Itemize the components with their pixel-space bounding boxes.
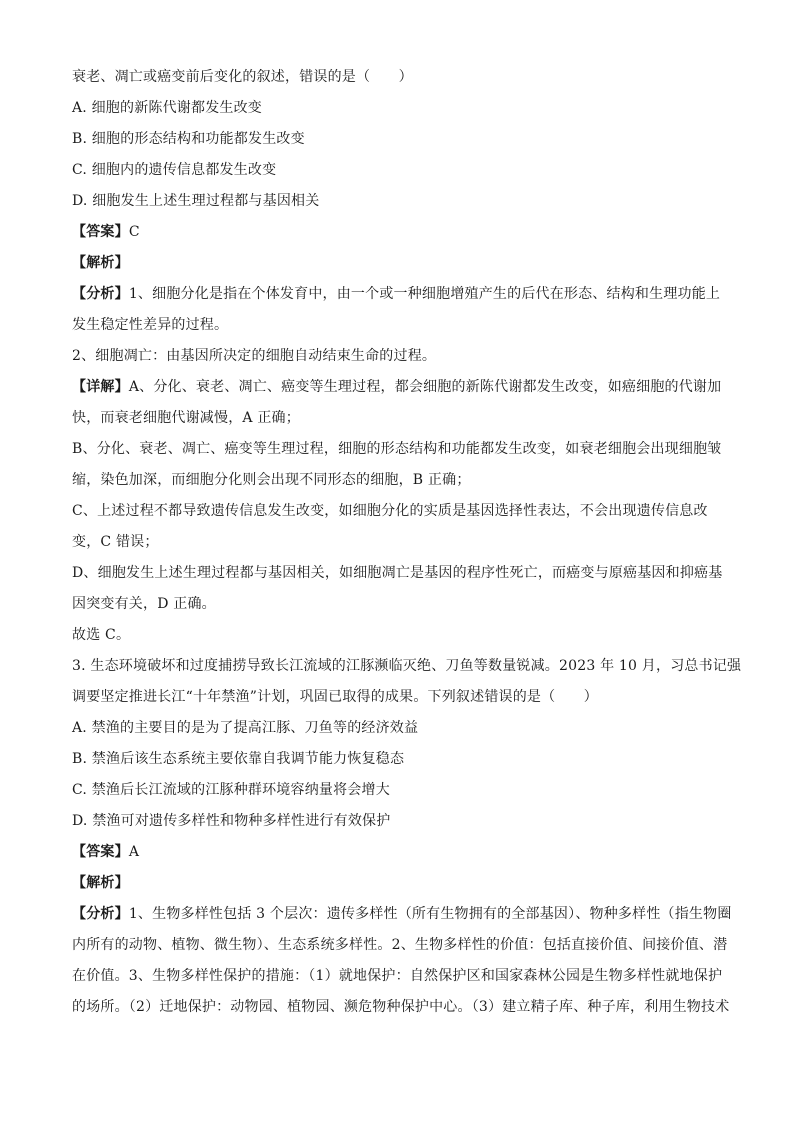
q2-xiangjie-b1: B、分化、衰老、凋亡、癌变等生理过程，细胞的形态结构和功能都发生改变，如衰老细胞会出现细胞皱: [72, 441, 722, 457]
q3-answer-value: A: [128, 844, 140, 860]
q2-stem-tail: 衰老、凋亡或癌变前后变化的叙述，错误的是（ ）: [72, 69, 413, 85]
document-page: [72, 62, 742, 1023]
q3-option-b: B. 禁渔后该生态系统主要依靠自我调节能力恢复稳态: [72, 751, 405, 767]
q3-option-d: D. 禁渔可对遗传多样性和物种多样性进行有效保护: [72, 813, 391, 829]
q2-option-c: C. 细胞内的遗传信息都发生改变: [72, 162, 277, 178]
q2-xiangjie-b2: 缩，染色加深，而细胞分化则会出现不同形态的细胞，B 正确；: [72, 472, 471, 488]
q2-conclusion: 故选 C。: [72, 627, 131, 643]
q2-xiangjie-tag: 【详解】: [72, 379, 129, 395]
q2-option-d: D. 细胞发生上述生理过程都与基因相关: [72, 193, 320, 209]
q3-stem-line2: 调要坚定推进长江“十年禁渔”计划，巩固已取得的成果。下列叙述错误的是（ ）: [72, 689, 598, 705]
q2-answer-line: [72, 217, 722, 248]
q2-analysis-heading: 【解析】: [72, 255, 129, 271]
q3-fenxi-line2: 内所有的动物、植物、微生物）、生态系统多样性。2、生物多样性的价值：包括直接价值、间接价值、潜: [72, 937, 728, 953]
q2-xiangjie-c1: C、上述过程不都导致遗传信息发生改变，如细胞分化的实质是基因选择性表达，不会出现遗传信息改: [72, 503, 708, 519]
q2-xiangjie-d1: D、细胞发生上述生理过程都与基因相关，如细胞凋亡是基因的程序性死亡，而癌变与原癌基因和抑癌基: [72, 565, 723, 581]
q3-option-a: A. 禁渔的主要目的是为了提高江豚、刀鱼等的经济效益: [72, 720, 419, 736]
q3-fenxi-line3: 在价值。3、生物多样性保护的措施：（1）就地保护：自然保护区和国家森林公园是生物多样性就地保护: [72, 968, 723, 984]
q3-fenxi-tag: 【分析】: [72, 906, 129, 922]
q2-answer-value: C: [128, 224, 140, 240]
q3-answer-line: [72, 837, 722, 868]
q2-xiangjie-line1: [72, 372, 722, 403]
q2-fenxi-line2: 发生稳定性差异的过程。: [72, 317, 229, 333]
q2-xiangjie-a1: A、分化、衰老、凋亡、癌变等生理过程，都会细胞的新陈代谢都发生改变，如癌细胞的代谢加: [128, 379, 722, 395]
q3-fenxi-line1: [72, 899, 732, 930]
q3-stem-line1: 3. 生态环境破坏和过度捕捞导致长江流域的江豚濒临灭绝、刀鱼等数量锐减。2023 年 10 月，习总书记强: [72, 658, 742, 674]
q2-xiangjie-c2: 变，C 错误；: [72, 534, 159, 550]
q2-fenxi-line1: [72, 279, 722, 310]
q2-fenxi-tag: 【分析】: [72, 286, 129, 302]
q2-option-a: A. 细胞的新陈代谢都发生改变: [72, 100, 263, 116]
q2-xiangjie-d2: 因突变有关，D 正确。: [72, 596, 216, 612]
q2-option-b: B. 细胞的形态结构和功能都发生改变: [72, 131, 305, 147]
q2-fenxi-text1: 1、细胞分化是指在个体发育中，由一个或一种细胞增殖产生的后代在形态、结构和生理功能上: [128, 286, 721, 302]
q3-answer-tag: 【答案】: [72, 844, 129, 860]
q3-option-c: C. 禁渔后长江流域的江豚种群环境容纳量将会增大: [72, 782, 390, 798]
q2-xiangjie-a2: 快，而衰老细胞代谢减慢，A 正确；: [72, 410, 300, 426]
q2-fenxi-line3: 2、细胞凋亡：由基因所决定的细胞自动结束生命的过程。: [72, 348, 437, 364]
q3-analysis-heading: 【解析】: [72, 875, 129, 891]
q3-fenxi-line4: 的场所。（2）迁地保护：动物园、植物园、濒危物种保护中心。（3）建立精子库、种子库，利用生物技术: [72, 999, 730, 1015]
q2-answer-tag: 【答案】: [72, 224, 129, 240]
q3-fenxi-text1: 1、生物多样性包括 3 个层次：遗传多样性（所有生物拥有的全部基因）、物种多样性（指生物圈: [128, 906, 732, 922]
